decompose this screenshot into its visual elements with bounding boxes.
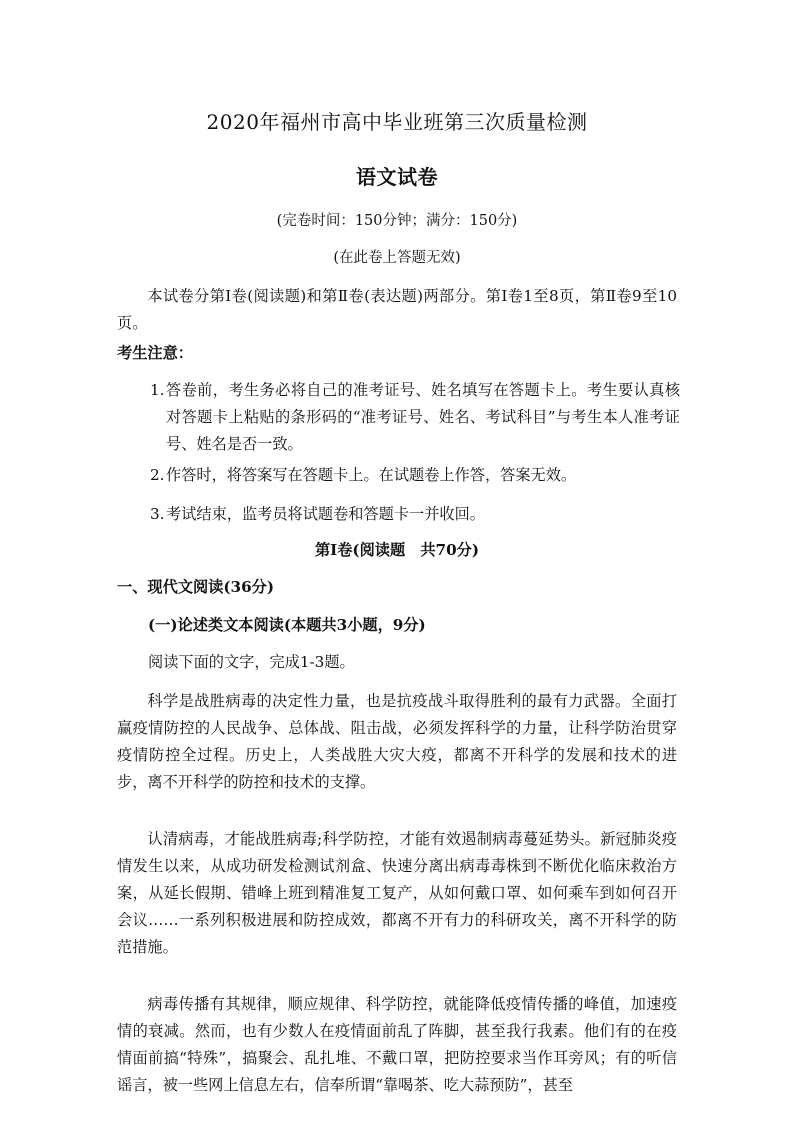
- invalid-answer-note: (在此卷上答题无效): [333, 250, 461, 266]
- article-paragraph: 病毒传播有其规律，顺应规律、科学防控，就能降低疫情传播的峰值，加速疫情的衰减。然而，也有少数人在疫情面前乱了阵脚，甚至我行我素。他们有的在疫情面前搞“特殊”，搞聚会、乱扎堆、不戴口罩，把防控要求当作耳旁风；有的听信谣言，被一些网上信息左右，信奉所谓“靠喝茶、吃大蒜预防”，甚至: [117, 995, 677, 1094]
- notice-title: 考生注意：: [117, 344, 193, 362]
- notice-text: 作答时，将答案写在答题卡上。在试题卷上作答，答案无效。: [166, 466, 577, 484]
- notice-list: [150, 377, 680, 458]
- notice-number: 1.: [150, 381, 165, 399]
- subsection-heading: (一)论述类文本阅读(本题共3小题，9分): [148, 616, 426, 634]
- notice-item: [150, 501, 680, 528]
- notice-item: [150, 462, 680, 489]
- notice-number: 3.: [150, 505, 165, 523]
- exam-title: 2020年福州市高中毕业班第三次质量检测: [206, 110, 588, 134]
- notice-list: [150, 501, 680, 528]
- notice-item: [150, 377, 680, 458]
- article-paragraph: 认清病毒，才能战胜病毒;科学防控，才能有效遏制病毒蔓延势头。新冠肺炎疫情发生以来，从成功研发检测试剂盒、快速分离出病毒毒株到不断优化临床救治方案，从延长假期、错峰上班到精准复工复产，从如何戴口罩、如何乘车到如何召开会议……一系列积极进展和防控成效，都离不开有力的科研攻关，离不开科学的防范措施。: [117, 830, 677, 956]
- reading-instruction: 阅读下面的文字，完成1-3题。: [148, 653, 355, 671]
- subject-title: 语文试卷: [356, 165, 438, 189]
- notice-text: 答卷前，考生务必将自己的准考证号、姓名填写在答题卡上。考生要认真核对答题卡上粘贴的条形码的“准考证号、姓名、考试科目”与考生本人准考证号、姓名是否一致。: [166, 381, 680, 453]
- notice-number: 2.: [150, 466, 165, 484]
- notice-text: 考试结束，监考员将试题卷和答题卡一并收回。: [166, 505, 485, 523]
- intro-paragraph: 本试卷分第Ⅰ卷(阅读题)和第Ⅱ卷(表达题)两部分。第Ⅰ卷1至8页，第Ⅱ卷9至10页。: [117, 287, 677, 332]
- section-heading: 一、现代文阅读(36分): [117, 578, 275, 596]
- notice-list: [150, 462, 680, 489]
- time-score-note: (完卷时间：150分钟；满分：150分): [276, 213, 518, 229]
- article-paragraph: 科学是战胜病毒的决定性力量，也是抗疫战斗取得胜利的最有力武器。全面打赢疫情防控的人民战争、总体战、阻击战，必须发挥科学的力量，让科学防治贯穿疫情防控全过程。历史上，人类战胜大灾大疫，都离不开科学的发展和技术的进步，离不开科学的防控和技术的支撑。: [117, 692, 677, 791]
- part1-title: 第Ⅰ卷(阅读题 共70分): [314, 541, 480, 559]
